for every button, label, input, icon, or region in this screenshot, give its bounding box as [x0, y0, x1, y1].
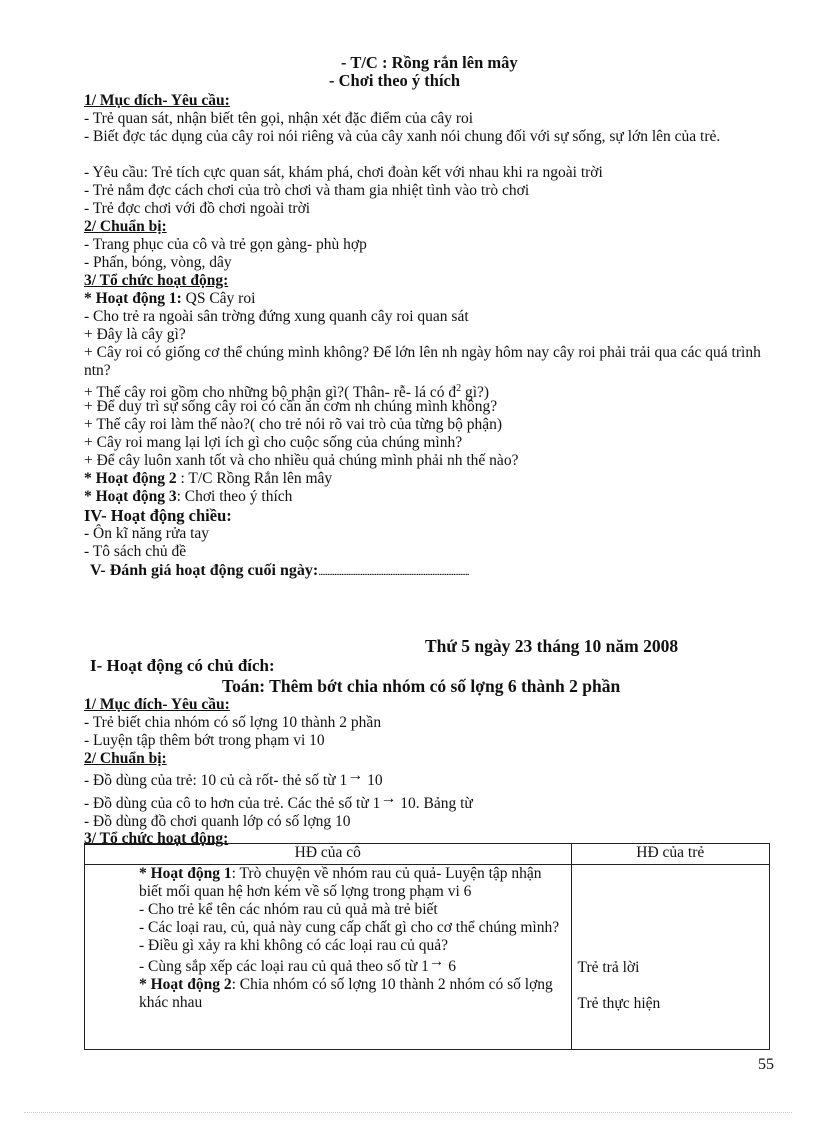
child-answer: Trẻ trả lời: [577, 959, 640, 976]
table-activity-1-text: : Trò chuyện về nhóm rau củ quả- Luyện tập nhận biết mối quan hệ hơn kém về số lợng trong phạm vi 6: [139, 865, 542, 900]
afternoon-heading: IV- Hoạt động chiều:: [84, 506, 232, 525]
evaluation-label: V- Đánh giá hoạt động cuối ngày:: [90, 562, 319, 579]
child-perform: Trẻ thực hiện: [577, 995, 661, 1012]
organization-heading: 3/ Tổ chức hoạt động:: [84, 272, 229, 289]
table-line: - Các loại rau, củ, quả này cung cấp chất gì cho cơ thể chúng mình?: [139, 919, 560, 936]
lesson-subject: Toán: Thêm bớt chia nhóm có số lợng 6 thành 2 phần: [222, 676, 621, 696]
table-line: - Cho trẻ kể tên các nhóm rau củ quả mà trẻ biết: [139, 901, 438, 918]
page-bottom-rule: [24, 1112, 792, 1113]
prep-text-end: 10. Bảng từ: [396, 795, 473, 812]
teacher-activities-cell: [85, 865, 572, 1050]
purpose-line: - Trẻ nắm đợc cách chơi của trò chơi và tham gia nhiệt tình vào trò chơi: [84, 182, 530, 199]
table-activity-1-label: * Hoạt động 1: [139, 865, 232, 882]
activity-3-label: * Hoạt động 3: [84, 488, 177, 505]
arrow-icon: →: [428, 953, 445, 970]
question-text-end: gì?): [461, 384, 490, 402]
purpose-heading: 1/ Mục đích- Yêu cầu:: [84, 92, 230, 109]
purpose-line: - Yêu cầu: Trẻ tích cực quan sát, khám phá, chơi đoàn kết với nhau khi ra ngoài trời: [84, 164, 603, 181]
table-activity-1: [139, 865, 563, 901]
prep-heading-b: 2/ Chuẩn bị:: [84, 750, 167, 767]
afternoon-line: - Tô sách chủ đề: [84, 543, 187, 560]
superscript: 2: [456, 383, 462, 394]
prep-text-end: 10: [363, 772, 383, 789]
activity-1-line: + Thế cây roi làm thế nào?( cho trẻ nói rõ vai trò của từng bộ phận): [84, 416, 502, 433]
table-row: [85, 865, 770, 1050]
prep-line-b: [84, 767, 383, 790]
activity-1-line: + Cây roi mang lại lợi ích gì cho cuộc sống của chúng mình?: [84, 434, 463, 451]
prep-text: - Đồ dùng của cô to hơn của trẻ. Các thẻ số từ 1: [84, 795, 381, 812]
prep-line-b: - Đồ dùng đồ chơi quanh lớp có số lợng 10: [84, 813, 351, 830]
activity-1-line: + Để duy trì sự sống cây roi có cần ăn cơm nh chúng mình không?: [84, 398, 498, 415]
prep-line-b: [84, 790, 473, 813]
evaluation-dots: ......................................................................................: [318, 566, 469, 578]
table-header-row: [85, 844, 770, 865]
purpose-line-b: - Trẻ biết chia nhóm có số lợng 10 thành 2 phần: [84, 714, 382, 731]
page-number: 55: [758, 1056, 774, 1073]
evaluation-heading: [90, 562, 469, 581]
activity-2-label: * Hoạt động 2: [84, 470, 177, 487]
organization-heading-b: 3/ Tổ chức hoạt động:: [84, 830, 229, 847]
header-teacher: HĐ của cô: [85, 844, 572, 865]
activity-3-text: : Chơi theo ý thích: [176, 488, 293, 505]
table-sort-line: [139, 953, 563, 976]
activity-table: [84, 843, 770, 1050]
prep-line: - Phấn, bóng, vòng, dây: [84, 254, 232, 271]
arrow-icon: →: [380, 790, 397, 807]
activity-1-line: + Đây là cây gì?: [84, 326, 186, 343]
activity-2-text: : T/C Rồng Rắn lên mây: [176, 470, 333, 487]
table-sort-text-end: 6: [444, 958, 457, 975]
purpose-line-b: - Luyện tập thêm bớt trong phạm vi 10: [84, 732, 325, 749]
date-heading: Thứ 5 ngày 23 tháng 10 năm 2008: [425, 636, 679, 656]
header-child: HĐ của trẻ: [571, 844, 769, 865]
activity-1: [84, 290, 255, 308]
purpose-line: - Biết đợc tác dụng của cây roi nói riêng và của cây xanh nói chung đối với sự sống, sự lớn lên của trẻ.: [84, 128, 721, 145]
purpose-line: - Trẻ quan sát, nhận biết tên gọi, nhận xét đặc điểm của cây roi: [84, 110, 474, 127]
purpose-line: - Trẻ đợc chơi với đồ chơi ngoài trời: [84, 200, 311, 217]
title-game: - T/C : Rồng rắn lên mây: [341, 53, 518, 72]
table-sort-text: - Cùng sắp xếp các loại rau củ quả theo số từ 1: [139, 958, 429, 975]
activity-2: [84, 470, 332, 488]
activity-1-line: + Để cây luôn xanh tốt và cho nhiều quả chúng mình phải nh thế nào?: [84, 452, 519, 469]
prep-heading: 2/ Chuẩn bị:: [84, 218, 167, 235]
question-text: + Thế cây roi gồm cho những bộ phận gì?( Thân- rễ- lá có đ: [84, 384, 457, 402]
table-activity-2-label: * Hoạt động 2: [139, 976, 232, 993]
activity-1-line: - Cho trẻ ra ngoài sân trờng đứng xung quanh cây roi quan sát: [84, 308, 469, 325]
prep-line: - Trang phục của cô và trẻ gọn gàng- phù hợp: [84, 236, 367, 253]
table-activity-2-text: : Chia nhóm có số lợng 10 thành 2 nhóm có số lợng khác nhau: [139, 976, 553, 1011]
table-line: - Điều gì xảy ra khi không có các loại rau củ quả?: [139, 937, 449, 954]
arrow-icon: →: [347, 767, 364, 784]
afternoon-line: - Ôn kĩ năng rửa tay: [84, 525, 210, 542]
activity-1-label: * Hoạt động 1:: [84, 290, 182, 307]
title-free-play: - Chơi theo ý thích: [329, 71, 461, 90]
prep-text: - Đồ dùng của trẻ: 10 củ cà rốt- thẻ số từ 1: [84, 772, 348, 789]
child-activities-cell: [571, 865, 769, 1050]
table-activity-2: [139, 976, 563, 1012]
activity-1-text: QS Cây roi: [181, 290, 256, 307]
main-activity-heading: I- Hoạt động có chủ đích:: [90, 656, 275, 675]
activity-3: [84, 488, 292, 506]
activity-1-line: + Cây roi có giống cơ thể chúng mình không? Để lớn lên nh ngày hôm nay cây roi phải trải qua các quá trình ntn?: [84, 344, 761, 379]
purpose-heading-b: 1/ Mục đích- Yêu cầu:: [84, 696, 230, 713]
